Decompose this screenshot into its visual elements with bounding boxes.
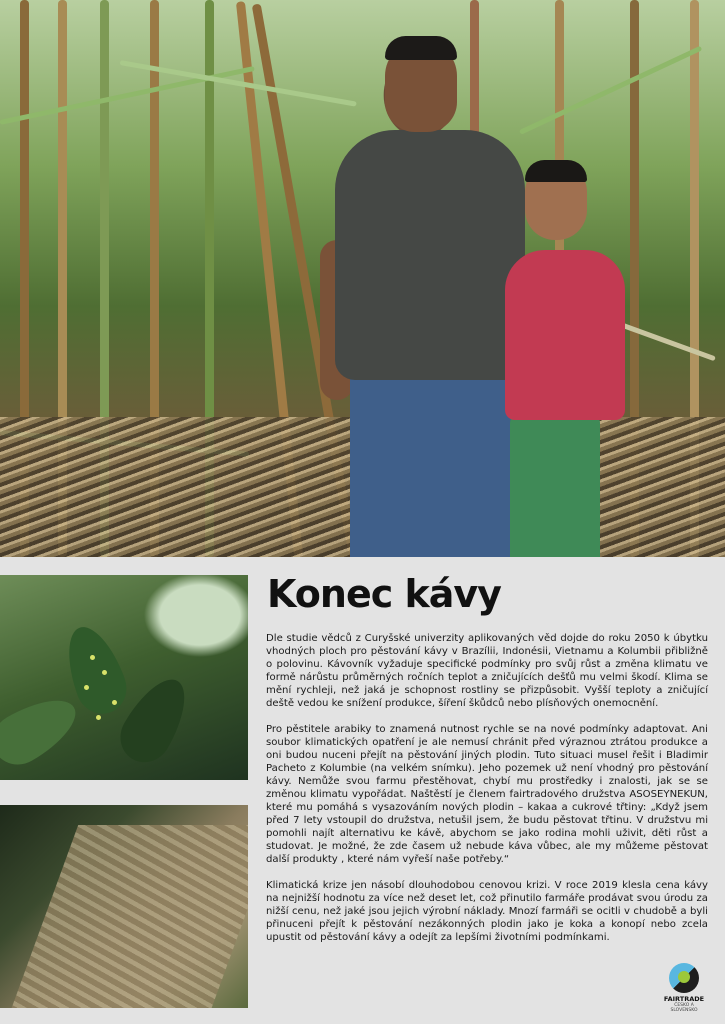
logo-subtitle: ČESKO A SLOVENSKO [670,1003,698,1013]
fairtrade-logo [661,963,707,1013]
article-paragraph: Klimatická krize jen násobí dlouhodobou cenovou krizi. V roce 2019 klesla cena kávy na nejnižší hodnotu za více než deset let, což přinutilo farmáře prodávat svou úrodu za nižší cenu, než jaké jsou jejich výrobní náklady. Mnozí farmáři se ocitli v chudobě a byli přinuceni přejít k pěstování nezákonných plodin jako je koka a konopí nebo zcela upustit od pěstování kávy a odejít za lepšími životními podmínkami. [266,880,708,943]
fairtrade-mark-icon [669,963,699,993]
article-body [266,632,708,957]
logo-name: FAIRTRADE [663,995,705,1003]
coffee-plant-photo [0,575,248,780]
article-paragraph: Pro pěstitele arabiky to znamená nutnost rychle se na nové podmínky adaptovat. Ani soubor klimatických opatření je ale nemusí chránit před výraznou ztrátou produkce a oni budou nuceni přejít na pěstování jiných plodin. Tuto situaci musel řešit i Bladimir Pacheto z Kolumbie (na velkém snímku). Jeho pozemek už není vhodný pro pěstování kávy. Nemůže svou farmu přestěhovat, chybí mu prostředky i znalosti, jak se se změnou klimatu vypořádat. Naštěstí je členem fairtradového družstva ASOSEYNEKUN, které mu pomáhá s vysazováním nových plodin – kakaa a cukrové třtiny: „Když jsem před 7 lety vstoupil do družstva, netušil jsem, že budu pěstovat třtinu. V družstvu mi pomohli najít alternativu ke kávě, abychom se jako rodina mohli uživit, děti růst a studovat. Je možné, že zde časem už nebude káva vůbec, ale my můžeme pěstovat další produkty , které nám vyřeší naše potřeby.“ [266,724,708,865]
article-title: Konec kávy [267,572,501,616]
hillside-plantation-photo [0,805,248,1008]
article-paragraph: Dle studie vědců z Curyšské univerzity aplikovaných věd dojde do roku 2050 k úbytku vhodných ploch pro pěstování kávy v Brazílii, Indonésii, Vietnamu a Kolumbii přibližně o polovinu. Kávovník vyžaduje specifické podmínky pro svůj růst a změna klimatu ve formě nárůstu průměrných ročních teplot a zničujících dešťů mu velmi škodí. Klima se mění rychleji, než jaká je schopnost rostliny se přizpůsobit. Vyšší teploty a zničující deště vedou ke snížení produkce, šíření škůdců nebo plísňových onemocnění. [266,633,708,709]
